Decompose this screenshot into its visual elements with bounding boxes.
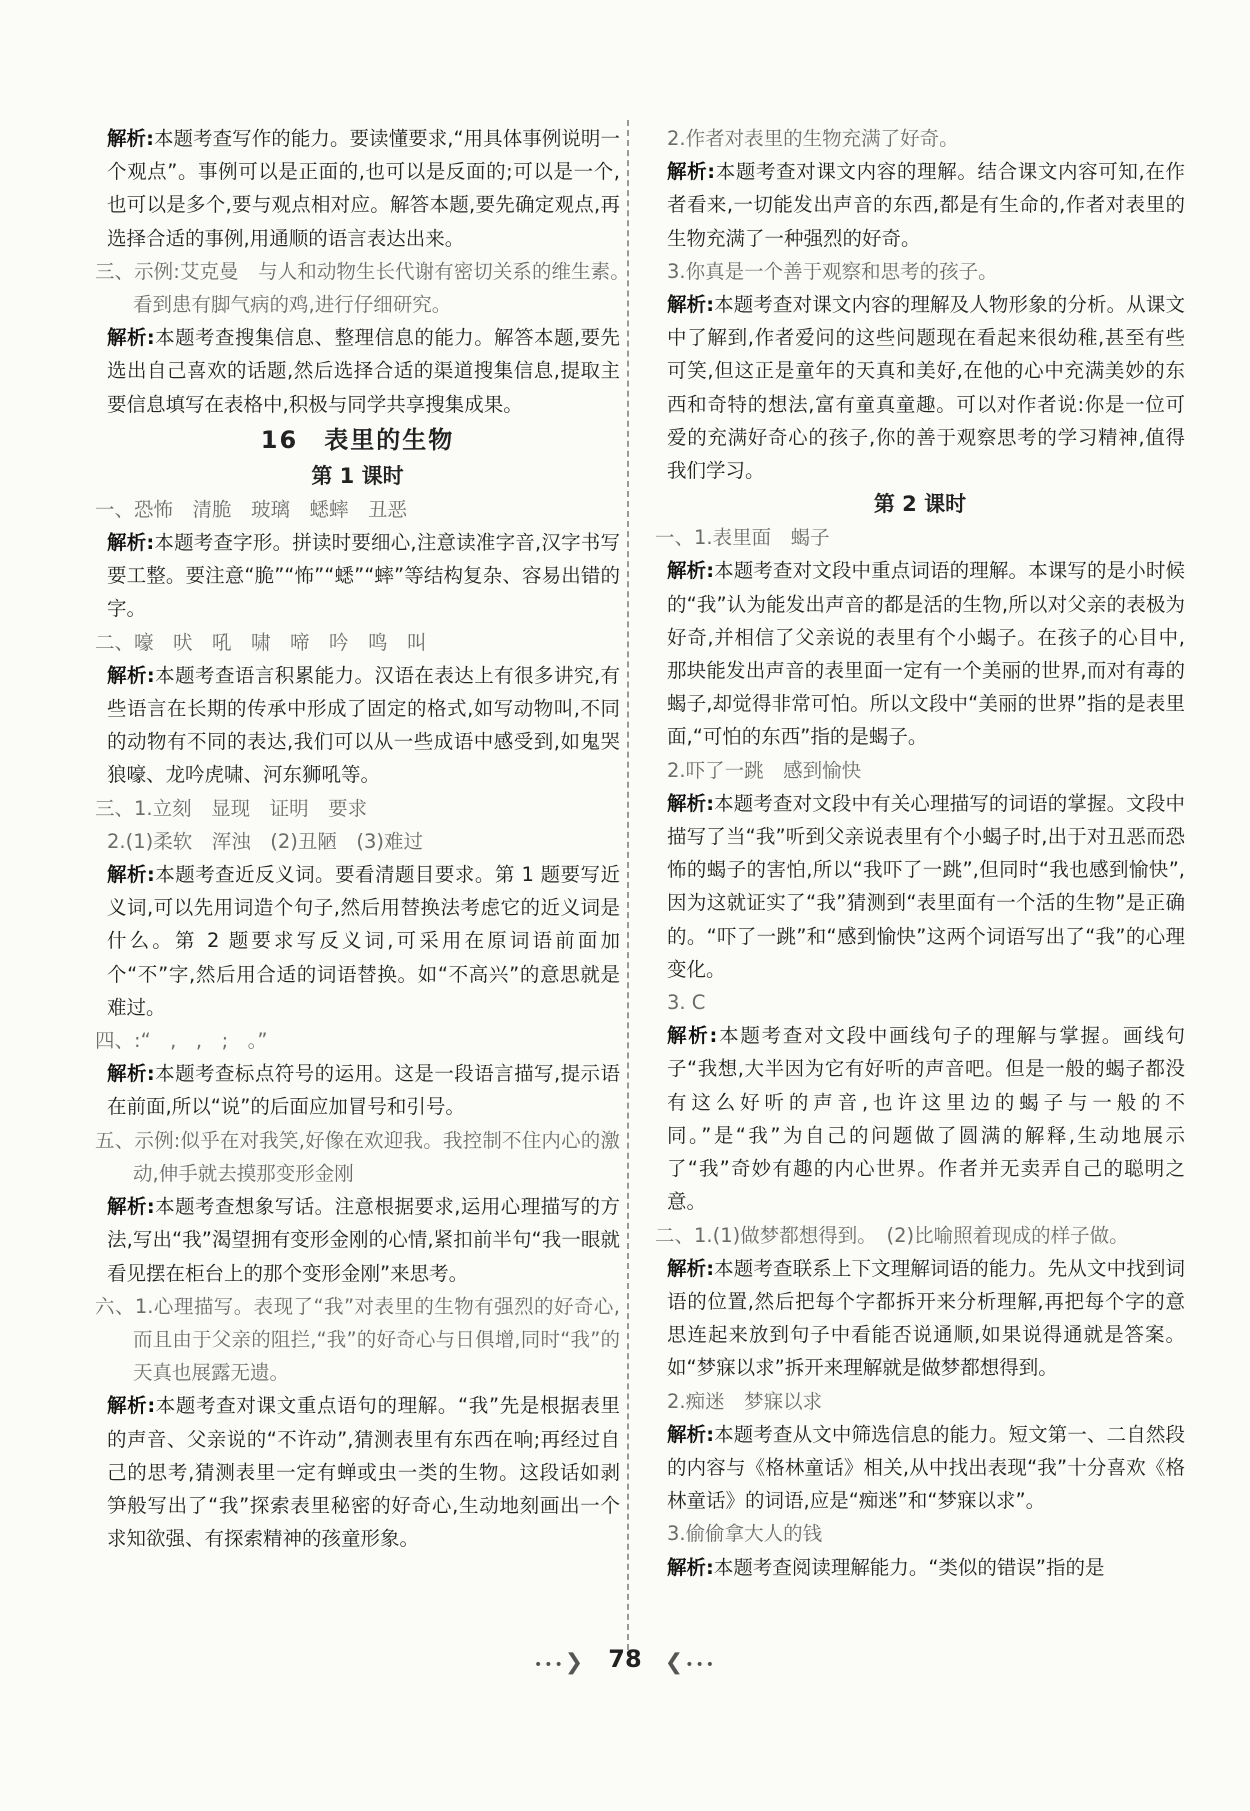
- answer-line: 三、1.立刻 显现 证明 要求: [95, 796, 368, 820]
- analysis-paragraph: 解析:本题考查语言积累能力。汉语在表达上有很多讲究,有些语言在长期的传承中形成了固定的格式,如写动物叫,不同的动物有不同的表达,我们可以从一些成语中感受到,如鬼哭狼嚎、龙吟虎啸、河东狮吼等。: [107, 663, 620, 787]
- answer-line: 3. C: [667, 991, 706, 1015]
- analysis-label: 解析: [107, 1062, 147, 1086]
- answer-line: 三、示例:艾克曼 与人和动物生长代谢有密切关系的维生素。 看到患有脚气病的鸡,进行仔细研究。: [95, 259, 640, 317]
- right-column: [655, 122, 1185, 1584]
- answer-line: 2.(1)柔软 浑浊 (2)丑陋 (3)难过: [107, 829, 423, 853]
- analysis-paragraph: 解析:本题考查对课文内容的理解及人物形象的分析。从课文中了解到,作者爱问的这些问题现在看起来很幼稚,甚至有些可笑,但这正是童年的天真和美好,在他的心中充满美妙的东西和奇特的想法,富有童真童趣。可以对作者说:你是一位可爱的充满好奇心的孩子,你的善于观察思考的学习精神,值得我们学习。: [667, 293, 1185, 483]
- analysis-text: 本题考查对课文内容的理解及人物形象的分析。从课文中了解到,作者爱问的这些问题现在看起来很幼稚,甚至有些可笑,但这正是童年的天真和美好,在他的心中充满美妙的东西和奇特的想法,富有童真童趣。可以对作者说:你是一位可爱的充满好奇心的孩子,你的善于观察思考的学习精神,值得我们学习。: [667, 293, 1185, 483]
- analysis-label: 解析: [667, 1422, 707, 1446]
- analysis-text: 本题考查对文段中重点词语的理解。本课写的是小时候的“我”认为能发出声音的都是活的生物,所以对父亲的表极为好奇,并相信了父亲说的表里有个小蝎子。在孩子的心目中,那块能发出声音的表里面一定有一个美丽的世界,而对有毒的蝎子,却觉得非常可怕。所以文段中“美丽的世界”指的是表里面,“可怕的东西”指的是蝎子。: [667, 559, 1185, 749]
- chevron-right-icon: ❯: [564, 1650, 586, 1675]
- column-divider: [627, 120, 629, 1650]
- analysis-text: 本题考查对文段中画线句子的理解与掌握。画线句子“我想,大半因为它有好听的声音吧。但是一般的蝎子都没有这么好听的声音,也许这里边的蝎子与一般的不同。”是“我”为自己的问题做了圆满的解释,生动地展示了“我”奇妙有趣的内心世界。作者并无卖弄自己的聪明之意。: [667, 1024, 1185, 1214]
- analysis-paragraph: 解析:本题考查搜集信息、整理信息的能力。解答本题,要先选出自己喜欢的话题,然后选择合适的渠道搜集信息,提取主要信息填写在表格中,积极与同学共享搜集成果。: [107, 326, 620, 416]
- analysis-label: 解析: [667, 293, 707, 317]
- answer-line: 2.作者对表里的生物充满了好奇。: [667, 127, 959, 150]
- analysis-label: 解析: [107, 1195, 147, 1219]
- answer-line: 一、1.表里面 蝎子: [655, 526, 830, 550]
- analysis-text: 本题考查想象写话。注意根据要求,运用心理描写的方法,写出“我”渴望拥有变形金刚的心情,紧扣前半句“我一眼就看见摆在柜台上的那个变形金刚”来思考。: [107, 1195, 620, 1285]
- analysis-label: 解析: [667, 1555, 707, 1579]
- analysis-paragraph: 解析:本题考查写作的能力。要读懂要求,“用具体事例说明一个观点”。事例可以是正面的,也可以是反面的;可以是一个,也可以是多个,要与观点相对应。解答本题,要先确定观点,再选择合适的事例,用通顺的语言表达出来。: [107, 127, 620, 250]
- analysis-paragraph: 解析:本题考查对文段中有关心理描写的词语的掌握。文段中描写了当“我”听到父亲说表里有个小蝎子时,出于对丑恶而恐怖的蝎子的害怕,所以“我吓了一跳”,但同时“我也感到愉快”,因为这就证实了“我”猜测到“表里面有一个活的生物”是正确的。“吓了一跳”和“感到愉快”这两个词语写出了“我”的心理变化。: [667, 791, 1185, 981]
- analysis-paragraph: 解析:本题考查对文段中画线句子的理解与掌握。画线句子“我想,大半因为它有好听的声音吧。但是一般的蝎子都没有这么好听的声音,也许这里边的蝎子与一般的不同。”是“我”为自己的问题做了圆满的解释,生动地展示了“我”奇妙有趣的内心世界。作者并无卖弄自己的聪明之意。: [667, 1024, 1185, 1214]
- footer-left-decoration: •••❯: [533, 1650, 586, 1675]
- answer-line: 五、示例:似乎在对我笑,好像在欢迎我。我控制不住内心的激动,伸手就去摸那变形金刚: [95, 1128, 620, 1185]
- analysis-label: 解析: [107, 127, 147, 150]
- answer-line: 一、恐怖 清脆 玻璃 蟋蟀 丑恶: [95, 497, 408, 521]
- analysis-label: 解析: [667, 160, 708, 184]
- answer-line: 二、嚎 吠 吼 啸 啼 吟 鸣 叫: [95, 630, 427, 654]
- analysis-paragraph: 解析:本题考查近反义词。要看清题目要求。第 1 题要写近义词,可以先用词造个句子,然后用替换法考虑它的近义词是什么。第 2 题要求写反义词,可采用在原词语前面加个“不”字,然后用合适的词语替换。如“不高兴”的意思就是难过。: [107, 863, 620, 1019]
- analysis-text: 本题考查对课文内容的理解。结合课文内容可知,在作者看来,一切能发出声音的东西,都是有生命的,作者对表里的生物充满了一种强烈的好奇。: [667, 160, 1185, 250]
- analysis-text: 本题考查阅读理解能力。“类似的错误”指的是: [713, 1555, 1105, 1579]
- page-number: 78: [608, 1645, 642, 1673]
- analysis-text: 本题考查搜集信息、整理信息的能力。解答本题,要先选出自己喜欢的话题,然后选择合适的渠道搜集信息,提取主要信息填写在表格中,积极与同学共享搜集成果。: [107, 326, 620, 416]
- footer-right-decoration: ❮•••: [664, 1650, 717, 1675]
- answer-line: 2.吓了一跳 感到愉快: [667, 758, 862, 782]
- left-column: [95, 122, 640, 1555]
- analysis-paragraph: 解析:本题考查标点符号的运用。这是一段语言描写,提示语在前面,所以“说”的后面应加冒号和引号。: [107, 1062, 620, 1119]
- page-footer: [0, 1645, 1250, 1675]
- analysis-text: 本题考查字形。拼读时要细心,注意读准字音,汉字书写要工整。要注意“脆”“怖”“蟋”“蟀”等结构复杂、容易出错的字。: [107, 531, 620, 621]
- analysis-paragraph: 解析:本题考查字形。拼读时要细心,注意读准字音,汉字书写要工整。要注意“脆”“怖”“蟋”“蟀”等结构复杂、容易出错的字。: [107, 531, 620, 621]
- analysis-text: 本题考查对文段中有关心理描写的词语的掌握。文段中描写了当“我”听到父亲说表里有个小蝎子时,出于对丑恶而恐怖的蝎子的害怕,所以“我吓了一跳”,但同时“我也感到愉快”,因为这就证实了“我”猜测到“表里面有一个活的生物”是正确的。“吓了一跳”和“感到愉快”这两个词语写出了“我”的心理变化。: [667, 791, 1185, 981]
- analysis-paragraph: 解析:本题考查联系上下文理解词语的能力。先从文中找到词语的位置,然后把每个字都拆开来分析理解,再把每个字的意思连起来放到句子中看能否说通顺,如果说得通就是答案。如“梦寐以求”拆开来理解就是做梦都想得到。: [667, 1256, 1185, 1380]
- analysis-text: 本题考查标点符号的运用。这是一段语言描写,提示语在前面,所以“说”的后面应加冒号和引号。: [107, 1062, 620, 1119]
- analysis-text: 本题考查写作的能力。要读懂要求,“用具体事例说明一个观点”。事例可以是正面的,也可以是反面的;可以是一个,也可以是多个,要与观点相对应。解答本题,要先确定观点,再选择合适的事例,用通顺的语言表达出来。: [107, 127, 620, 250]
- analysis-label: 解析: [107, 531, 147, 555]
- analysis-label: 解析: [107, 863, 147, 887]
- analysis-text: 本题考查联系上下文理解词语的能力。先从文中找到词语的位置,然后把每个字都拆开来分析理解,再把每个字的意思连起来放到句子中看能否说通顺,如果说得通就是答案。如“梦寐以求”拆开来理解就是做梦都想得到。: [667, 1256, 1185, 1380]
- lesson-heading: 第 1 课时: [311, 463, 404, 488]
- analysis-paragraph: 解析:本题考查想象写话。注意根据要求,运用心理描写的方法,写出“我”渴望拥有变形金刚的心情,紧扣前半句“我一眼就看见摆在柜台上的那个变形金刚”来思考。: [107, 1195, 620, 1285]
- analysis-text: 本题考查从文中筛选信息的能力。短文第一、二自然段的内容与《格林童话》相关,从中找出表现“我”十分喜欢《格林童话》的词语,应是“痴迷”和“梦寐以求”。: [667, 1422, 1185, 1513]
- analysis-paragraph: 解析:本题考查阅读理解能力。“类似的错误”指的是: [667, 1555, 1105, 1579]
- section-title: 16 表里的生物: [260, 425, 455, 454]
- analysis-paragraph: 解析:本题考查对文段中重点词语的理解。本课写的是小时候的“我”认为能发出声音的都是活的生物,所以对父亲的表极为好奇,并相信了父亲说的表里有个小蝎子。在孩子的心目中,那块能发出声音的表里面一定有一个美丽的世界,而对有毒的蝎子,却觉得非常可怕。所以文段中“美丽的世界”指的是表里面,“可怕的东西”指的是蝎子。: [667, 559, 1185, 749]
- analysis-label: 解析: [107, 1394, 148, 1418]
- answer-line: 四、:“ , , ; 。”: [95, 1029, 268, 1053]
- answer-line: 2.痴迷 梦寐以求: [667, 1389, 823, 1413]
- answer-line: 二、1.(1)做梦都想得到。 (2)比喻照着现成的样子做。: [655, 1223, 1129, 1247]
- answer-line: 六、1.心理描写。表现了“我”对表里的生物有强烈的好奇心,而且由于父亲的阻拦,“我”的好奇心与日俱增,同时“我”的天真也展露无遗。: [95, 1294, 620, 1385]
- answer-line: 3.你真是一个善于观察和思考的孩子。: [667, 259, 998, 283]
- analysis-label: 解析: [667, 791, 707, 815]
- analysis-label: 解析: [667, 559, 707, 583]
- analysis-paragraph: 解析:本题考查对课文重点语句的理解。“我”先是根据表里的声音、父亲说的“不许动”,猜测表里有东西在响;再经过自己的思考,猜测表里一定有蝉或虫一类的生物。这段话如剥笋般写出了“我”探索表里秘密的好奇心,生动地刻画出一个求知欲强、有探索精神的孩童形象。: [107, 1394, 620, 1551]
- analysis-text: 本题考查语言积累能力。汉语在表达上有很多讲究,有些语言在长期的传承中形成了固定的格式,如写动物叫,不同的动物有不同的表达,我们可以从一些成语中感受到,如鬼哭狼嚎、龙吟虎啸、河东狮吼等。: [107, 663, 620, 787]
- analysis-text: 本题考查对课文重点语句的理解。“我”先是根据表里的声音、父亲说的“不许动”,猜测表里有东西在响;再经过自己的思考,猜测表里一定有蝉或虫一类的生物。这段话如剥笋般写出了“我”探索表里秘密的好奇心,生动地刻画出一个求知欲强、有探索精神的孩童形象。: [107, 1394, 620, 1551]
- analysis-label: 解析: [107, 326, 147, 350]
- analysis-paragraph: 解析:本题考查从文中筛选信息的能力。短文第一、二自然段的内容与《格林童话》相关,从中找出表现“我”十分喜欢《格林童话》的词语,应是“痴迷”和“梦寐以求”。: [667, 1422, 1185, 1513]
- chevron-left-icon: ❮: [664, 1650, 686, 1675]
- analysis-paragraph: 解析:本题考查对课文内容的理解。结合课文内容可知,在作者看来,一切能发出声音的东西,都是有生命的,作者对表里的生物充满了一种强烈的好奇。: [667, 160, 1185, 250]
- analysis-label: 解析: [667, 1256, 707, 1280]
- analysis-label: 解析: [667, 1024, 710, 1048]
- analysis-label: 解析: [107, 663, 147, 687]
- answer-line: 3.偷偷拿大人的钱: [667, 1522, 823, 1546]
- analysis-text: 本题考查近反义词。要看清题目要求。第 1 题要写近义词,可以先用词造个句子,然后用替换法考虑它的近义词是什么。第 2 题要求写反义词,可采用在原词语前面加个“不”字,然后用合适的词语替换。如“不高兴”的意思就是难过。: [107, 863, 620, 1019]
- lesson-heading: 第 2 课时: [873, 492, 967, 517]
